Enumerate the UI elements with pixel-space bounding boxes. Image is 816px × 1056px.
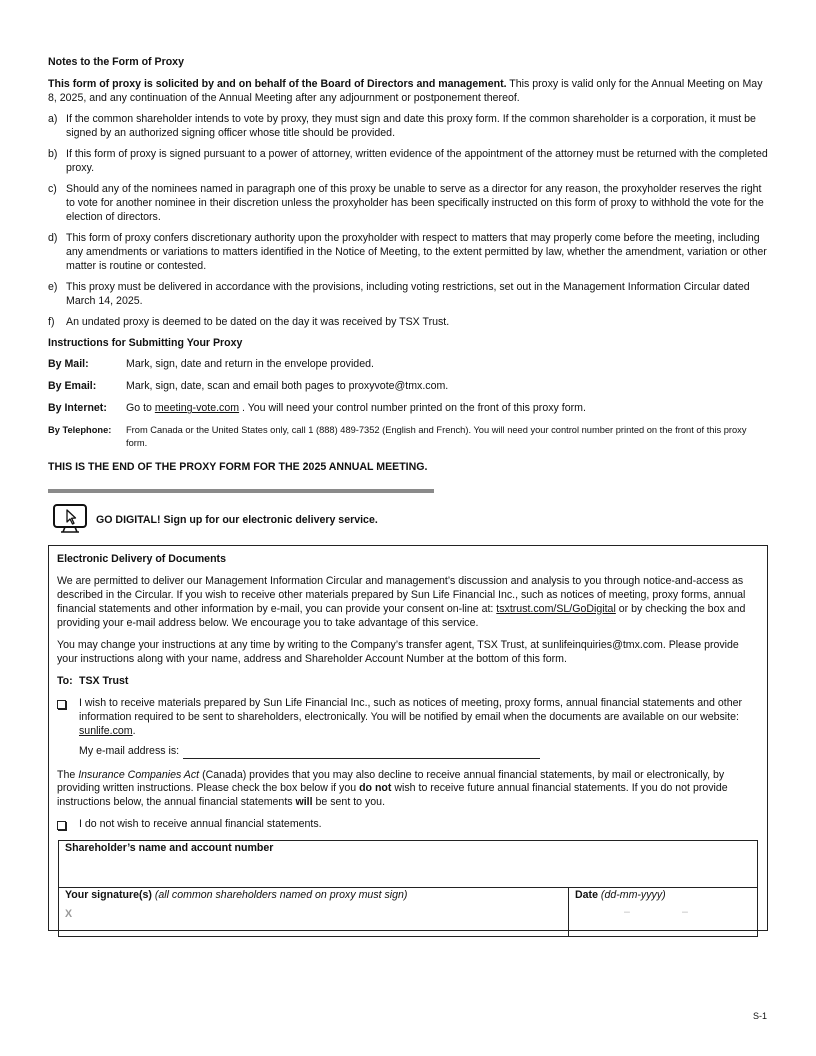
notes-title: Notes to the Form of Proxy bbox=[48, 56, 184, 68]
meeting-vote-link[interactable]: meeting-vote.com bbox=[154, 402, 240, 415]
instruction-label: By Mail: bbox=[48, 358, 89, 371]
note-text: If the common shareholder intends to vote by proxy, they must sign and date this proxy form. If the common shareholder is a corporation, it must be signed by an authorized signing officer whose title should be provided. bbox=[66, 112, 756, 139]
delivery-title: Electronic Delivery of Documents bbox=[57, 552, 226, 565]
p3-c: wish to receive future annual financial statements. If you do not provide instructions below, the annual financial statements bbox=[57, 782, 728, 809]
note-letter: e) bbox=[48, 280, 58, 293]
date-label: Date bbox=[575, 888, 598, 901]
notes-intro bbox=[48, 78, 768, 106]
shareholder-name-field[interactable] bbox=[59, 841, 757, 888]
delivery-p1-pre: We are permitted to deliver our Management Information Circular and management’s discussion and analysis to you through notice-and-access as described in the Circular. If you wish to receive other materials prepared by Sun Life Financial Inc., such as notices of meeting, proxy forms, annual financial statements and other information by e-mail, you can provide your consent on-line at: bbox=[57, 574, 746, 615]
proxy-notes-page bbox=[48, 56, 768, 931]
note-item bbox=[48, 232, 768, 274]
instruction-text: From Canada or the United States only, call 1 (888) 489-7352 (English and French). You will need your control number printed on the front of this proxy form. bbox=[126, 425, 747, 448]
instruction-label: By Internet: bbox=[48, 402, 107, 415]
electronic-consent-checkbox[interactable] bbox=[57, 697, 79, 739]
instruction-text bbox=[126, 402, 768, 416]
decline-statements-checkbox[interactable] bbox=[57, 818, 79, 835]
signature-note: (all common shareholders named on proxy must sign) bbox=[151, 888, 408, 901]
date-format: (dd-mm-yyyy) bbox=[597, 888, 666, 901]
note-letter: f) bbox=[48, 315, 55, 328]
note-item bbox=[48, 148, 768, 176]
decline-statements-option bbox=[57, 818, 759, 835]
p3-bold-1: do not bbox=[359, 782, 392, 795]
date-separator: – bbox=[682, 905, 688, 918]
divider-rule bbox=[48, 489, 434, 493]
note-item bbox=[48, 183, 768, 225]
note-letter: a) bbox=[48, 112, 58, 125]
to-label: To: bbox=[57, 674, 73, 687]
instruction-mail bbox=[48, 358, 768, 372]
decline-statements-text: I do not wish to receive annual financial statements. bbox=[79, 818, 322, 831]
internet-pre: Go to bbox=[126, 402, 155, 415]
instructions-title: Instructions for Submitting Your Proxy bbox=[48, 336, 243, 349]
note-letter: b) bbox=[48, 147, 58, 160]
note-text: Should any of the nominees named in paragraph one of this proxy be unable to serve as a director for any reason, the proxyholder reserves the right to vote for another nominee in their discretion unless the proxyholder has been specifically instructed on this form of proxy to withhold the vote for the election of directors. bbox=[66, 182, 764, 223]
electronic-consent-text bbox=[79, 697, 759, 739]
note-letter: c) bbox=[48, 182, 57, 195]
p3-italic: Insurance Companies Act bbox=[78, 768, 200, 781]
consent-pre: I wish to receive materials prepared by Sun Life Financial Inc., such as notices of meeting, proxy forms, annual financial statements and other information required to be sent to shareholders, electronically. You will be notified by email when the documents are available on our website: bbox=[79, 696, 743, 723]
email-address-row bbox=[79, 745, 759, 759]
delivery-paragraph-2: You may change your instructions at any time by writing to the Company’s transfer agent, TSX Trust, at sunlifeinquiries@tmx.com. Please provide your instructions along with your name, address and Shareholder Account Number at the bottom of this form. bbox=[57, 638, 739, 665]
notes-intro-rest: This proxy is valid only for the Annual Meeting on May 8, 2025, and any continuation of the Annual Meeting after any adjournment or postponement thereof. bbox=[48, 77, 763, 104]
signature-date-row bbox=[59, 888, 757, 936]
signature-label: Your signature(s) bbox=[65, 888, 152, 901]
note-item bbox=[48, 281, 768, 309]
p3-bold-2: will bbox=[295, 796, 313, 809]
date-field[interactable] bbox=[569, 888, 757, 936]
delivery-paragraph-3 bbox=[57, 769, 759, 811]
go-digital-text: GO DIGITAL! Sign up for our electronic delivery service. bbox=[96, 513, 378, 526]
internet-post: . You will need your control number printed on the front of this proxy form. bbox=[239, 402, 586, 415]
sunlife-link[interactable]: sunlife.com bbox=[79, 724, 133, 737]
instruction-text: Mark, sign, date, scan and email both pages to proxyvote@tmx.com. bbox=[126, 380, 449, 393]
signature-field[interactable] bbox=[59, 888, 569, 936]
electronic-consent-option bbox=[57, 697, 759, 739]
email-address-field[interactable] bbox=[183, 748, 540, 759]
end-of-form-text: THIS IS THE END OF THE PROXY FORM FOR THE 2025 ANNUAL MEETING. bbox=[48, 460, 428, 473]
instruction-label: By Telephone: bbox=[48, 425, 112, 436]
to-value: TSX Trust bbox=[79, 674, 129, 687]
signature-mark: X bbox=[65, 907, 73, 920]
monitor-cursor-icon bbox=[52, 503, 88, 535]
shareholder-signature-table bbox=[58, 840, 758, 937]
note-text: An undated proxy is deemed to be dated on the day it was received by TSX Trust. bbox=[66, 315, 450, 328]
delivery-paragraph-1 bbox=[57, 575, 759, 631]
instruction-email bbox=[48, 380, 768, 394]
page-number: S-1 bbox=[753, 1011, 768, 1021]
note-text: If this form of proxy is signed pursuant to a power of attorney, written evidence of the appointment of the attorney must be returned with the completed proxy. bbox=[66, 147, 768, 174]
p3-b: (Canada) provides that you may also decline to receive annual financial statements, by mail or electronically, by providing written instructions. Please check the box below if you bbox=[57, 768, 725, 795]
instruction-telephone bbox=[48, 424, 768, 449]
note-letter: d) bbox=[48, 231, 58, 244]
instruction-label: By Email: bbox=[48, 380, 97, 393]
notes-intro-bold: This form of proxy is solicited by and on behalf of the Board of Directors and management. bbox=[48, 77, 507, 90]
delivery-p1-post: or by checking the box and providing your e-mail address below. We encourage you to take advantage of this service. bbox=[57, 602, 746, 629]
date-separator: – bbox=[624, 905, 630, 918]
go-digital-link[interactable]: tsxtrust.com/SL/GoDigital bbox=[496, 602, 616, 615]
note-item bbox=[48, 113, 768, 141]
consent-post: . bbox=[132, 724, 136, 737]
note-text: This proxy must be delivered in accordance with the provisions, including voting restrictions, set out in the Management Information Circular dated March 14, 2025. bbox=[66, 280, 750, 307]
to-line bbox=[57, 675, 759, 689]
electronic-delivery-box bbox=[48, 545, 768, 931]
p3-a: The bbox=[57, 768, 79, 781]
go-digital-banner bbox=[48, 502, 768, 536]
instruction-internet bbox=[48, 402, 768, 416]
instruction-text: Mark, sign, date and return in the envelope provided. bbox=[126, 358, 374, 371]
note-item bbox=[48, 316, 768, 330]
email-label: My e-mail address is: bbox=[79, 744, 180, 757]
note-text: This form of proxy confers discretionary authority upon the proxyholder with respect to matters that may properly come before the meeting, including any amendments or variations to matters identified in the Notice of Meeting, to the extent permitted by law, whether the amendment, variation or other matter is routine or contested. bbox=[66, 231, 767, 272]
shareholder-name-label: Shareholder’s name and account number bbox=[65, 841, 274, 854]
p3-d: be sent to you. bbox=[312, 796, 386, 809]
